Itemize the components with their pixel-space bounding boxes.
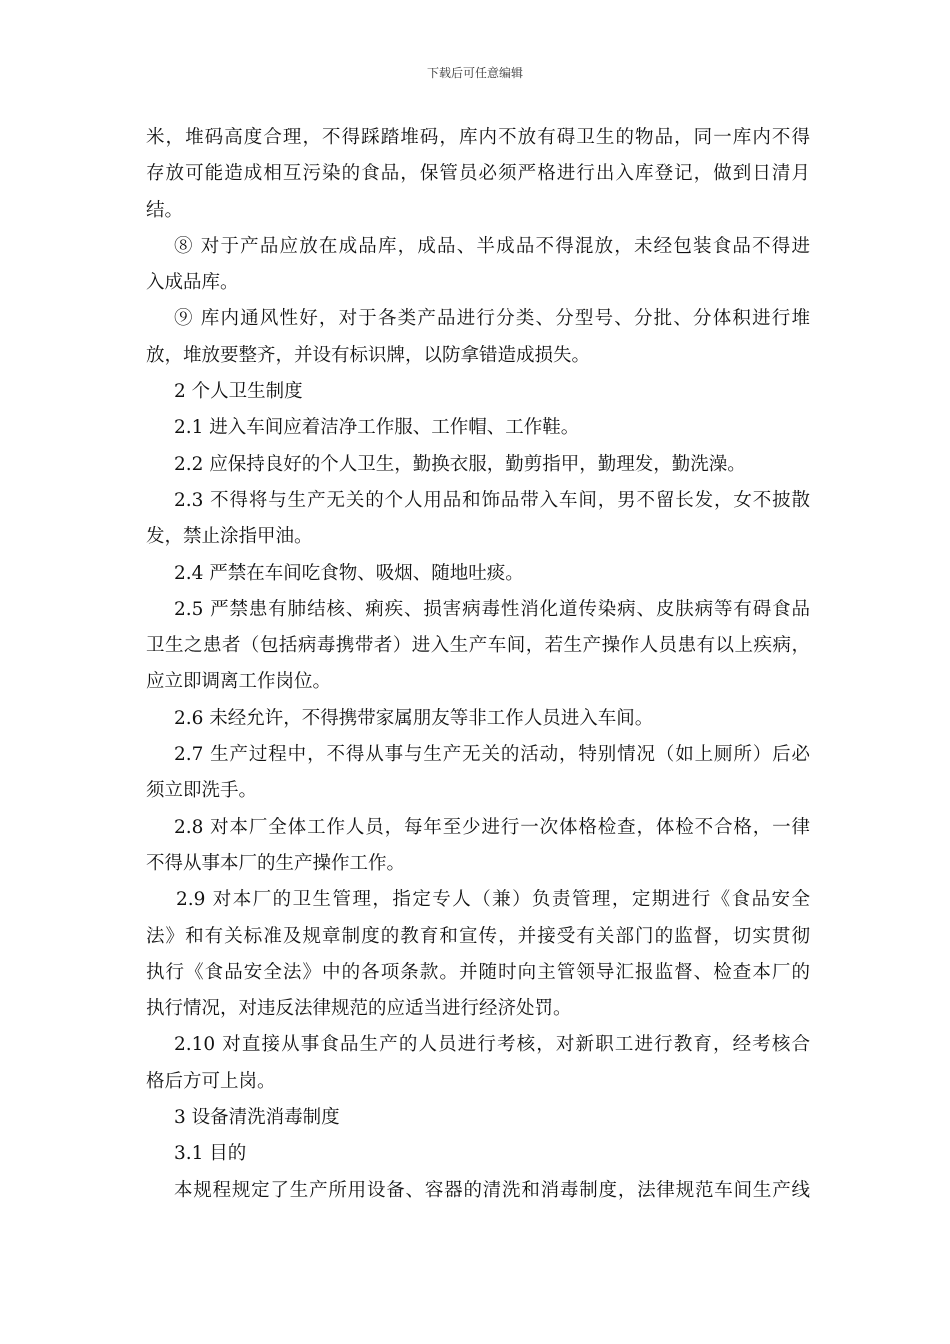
text-line: 2.5 严禁患有肺结核、痢疾、损害病毒性消化道传染病、皮肤病等有碍食品 xyxy=(174,598,810,620)
text-line: 应立即调离工作岗位。 xyxy=(146,671,332,693)
text-line: 执行情况，对违反法律规范的应适当进行经济处罚。 xyxy=(146,998,572,1020)
section-heading: 2 个人卫生制度 xyxy=(174,381,303,403)
text-line: 米，堆码高度合理，不得踩踏堆码，库内不放有碍卫生的物品，同一库内不得 xyxy=(146,127,810,148)
text-line: 须立即洗手。 xyxy=(146,780,258,802)
text-line: 2.10 对直接从事食品生产的人员进行考核，对新职工进行教育，经考核合 xyxy=(174,1034,810,1056)
text-line: 发，禁止涂指甲油。 xyxy=(146,526,313,548)
text-line: ⑧ 对于产品应放在成品库，成品、半成品不得混放，未经包装食品不得进 xyxy=(174,235,810,257)
page-header: 下载后可任意编辑 xyxy=(426,66,523,80)
text-line: 入成品库。 xyxy=(146,272,239,294)
text-line: 存放可能造成相互污染的食品，保管员必须严格进行出入库登记，做到日清月 xyxy=(146,163,810,185)
text-line: 2.6 未经允许，不得携带家属朋友等非工作人员进入车间。 xyxy=(174,707,654,729)
text-line: 卫生之患者（包括病毒携带者）进入生产车间，若生产操作人员患有以上疾病， xyxy=(146,635,810,657)
text-line: 2.3 不得将与生产无关的个人用品和饰品带入车间，男不留长发，女不披散 xyxy=(174,489,810,511)
text-line: 2.4 严禁在车间吃食物、吸烟、随地吐痰。 xyxy=(174,562,524,584)
text-line: 法》和有关标准及规章制度的教育和宣传，并接受有关部门的监督，切实贯彻 xyxy=(146,925,810,947)
text-line: 2.1 进入车间应着洁净工作服、工作帽、工作鞋。 xyxy=(174,417,580,439)
text-line: ⑨ 库内通风性好，对于各类产品进行分类、分型号、分批、分体积进行堆 xyxy=(174,308,810,330)
section-heading: 3 设备清洗消毒制度 xyxy=(174,1107,340,1129)
subsection-heading: 3.1 目的 xyxy=(174,1143,247,1165)
text-line: 不得从事本厂的生产操作工作。 xyxy=(146,852,406,874)
text-line: 放，堆放要整齐，并设有标识牌，以防拿错造成损失。 xyxy=(146,344,591,366)
text-line: 2.7 生产过程中，不得从事与生产无关的活动，特别情况（如上厕所）后必 xyxy=(174,744,810,766)
text-line: 2.9 对本厂的卫生管理，指定专人（兼）负责管理，定期进行《食品安全 xyxy=(176,889,810,911)
text-line: 本规程规定了生产所用设备、容器的清洗和消毒制度，法律规范车间生产线 xyxy=(174,1179,810,1201)
text-line: 结。 xyxy=(146,199,184,221)
text-line: 格后方可上岗。 xyxy=(146,1070,276,1092)
text-line: 2.8 对本厂全体工作人员，每年至少进行一次体格检查，体检不合格，一律 xyxy=(174,816,810,838)
text-line: 2.2 应保持良好的个人卫生，勤换衣服，勤剪指甲，勤理发，勤洗澡。 xyxy=(174,453,746,475)
text-line: 执行《食品安全法》中的各项条款。并随时向主管领导汇报监督、检查本厂的 xyxy=(146,961,810,983)
document-body xyxy=(146,120,810,1209)
